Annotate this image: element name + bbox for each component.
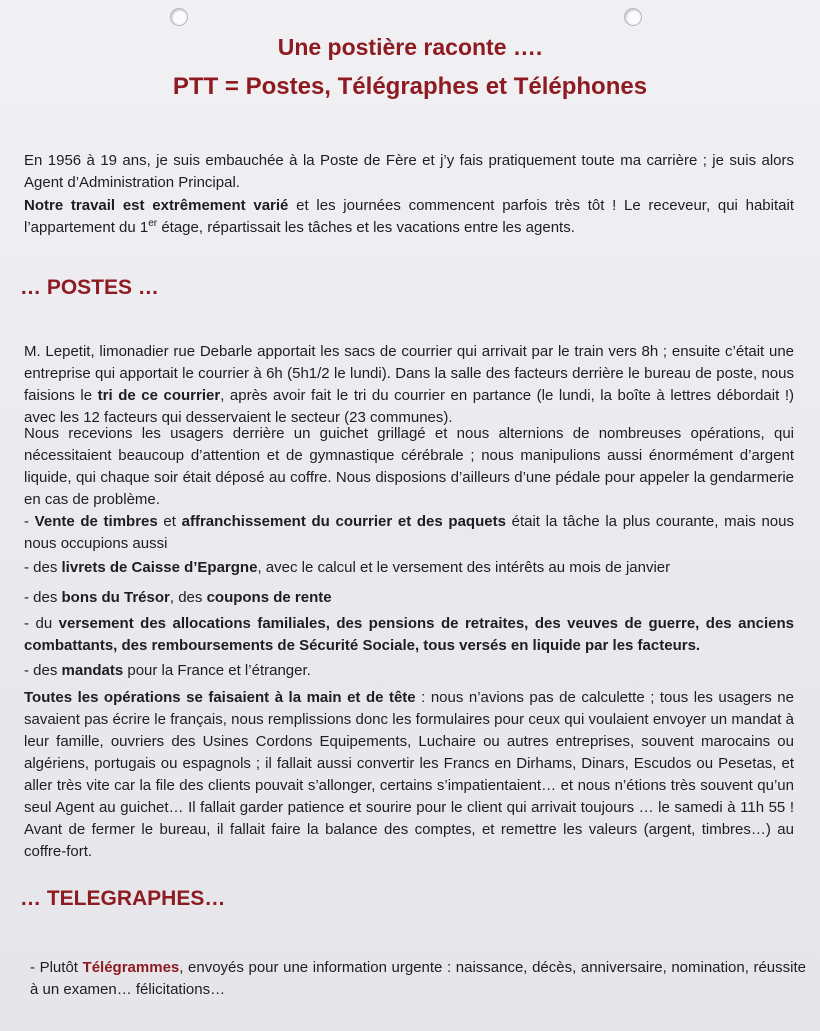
postes-paragraph-1: [24, 341, 794, 429]
tel-li1-pre: - Plutôt: [30, 959, 83, 976]
section-heading-postes: … POSTES …: [20, 276, 159, 299]
li2-post: , avec le calcul et le versement des intérêts au mois de janvier: [257, 559, 671, 576]
intro-paragraph-1: En 1956 à 19 ans, je suis embauchée à la Poste de Fère et j’y fais pratiquement toute ma carrière ; je suis alors Agent d’Administration Principal.: [24, 152, 794, 191]
postes-list-item-3: [24, 587, 794, 609]
intro-paragraph-2: [24, 195, 794, 239]
punch-hole-right: [624, 8, 642, 26]
li1-bold-2: affranchissement du courrier et des paquets: [181, 513, 506, 530]
section-heading-telegraphes: … TELEGRAPHES…: [20, 887, 226, 910]
postes-p3-bold: Toutes les opérations se faisaient à la main et de tête: [24, 689, 416, 706]
li3-bold-1: bons du Trésor: [61, 589, 170, 606]
li3-mid: , des: [169, 589, 207, 606]
li5-bold: mandats: [61, 662, 124, 679]
telegraphes-list-item-1: [30, 957, 806, 1001]
li2-bold: livrets de Caisse d’Epargne: [61, 559, 258, 576]
li1-mid: et: [157, 513, 182, 530]
li3-bold-2: coupons de rente: [206, 589, 332, 606]
li3-pre: - des: [24, 589, 62, 606]
postes-list-item-5: [24, 660, 794, 682]
postes-paragraph-2: Nous recevions les usagers derrière un guichet grillagé et nous alternions de nombreuses opérations, qui nécessitaient beaucoup d’attention et de gymnastique cérébrale ; nous manipulions aussi énormément d’argent liquide, qui chaque soir était déposé au coffre. Nous disposions d’ailleurs d’une pédale pour appeler la gendarmerie en cas de problème.: [24, 425, 794, 508]
li4-bold: versement des allocations familiales, des pensions de retraites, des veuves de guerre, des anciens combattants, des remboursements de Sécurité Sociale, tous versés en liquide par les facteurs.: [24, 615, 794, 654]
li1-post: était la tâche la plus courante, mais nous nous occupions aussi: [24, 513, 794, 552]
title-line-1: Une postière raconte ….: [277, 34, 543, 60]
postes-p1-text-b: , après avoir fait le tri du courrier en partance (le lundi, la boîte à lettres débordait !) avec les 12 facteurs qui desservaient le secteur (23 communes).: [24, 387, 794, 426]
postes-paragraph-3: [24, 687, 794, 863]
li5-post: pour la France et l’étranger.: [123, 662, 311, 679]
li1-bold-1: Vente de timbres: [34, 513, 158, 530]
intro-text-b: étage, répartissait les tâches et les vacations entre les agents.: [157, 219, 575, 236]
postes-p1-text-a: M. Lepetit, limonadier rue Debarle apportait les sacs de courrier qui arrivait par le train vers 8h ; ensuite c’était une entreprise qui apportait le courrier à 6h (5h1/2 le lundi). Dans la salle des facteurs derrière le bureau de poste, nous faisions le: [24, 343, 794, 404]
tel-li1-red: Télégrammes: [82, 959, 180, 976]
postes-p3-rest: : nous n’avions pas de calculette ; tous les usagers ne savaient pas écrire le français, nous remplissions donc les formulaires pour ceux qui voulaient envoyer un mandat à leur famille, ouvriers des Usines Cordons Equipements, Luchaire ou autres entreprises, souvent marocains ou algériens, portugais ou espagnols ; il fallait aussi convertir les Francs en Dirhams, Dinars, Escudos ou Pesetas, et aller très vite car la file des clients pouvait s’allonger, certains s’impatientaient… et nous n’étions très souvent qu’un seul Agent au guichet… Il fallait garder patience et sourire pour le client qui arrivait toujours … le samedi à 11h 55 ! Avant de fermer le bureau, il fallait faire la balance des comptes, et remettre les valeurs (argent, timbres…) au coffre-fort.: [24, 689, 794, 860]
li5-pre: - des: [24, 662, 62, 679]
postes-list-item-2: [24, 557, 794, 579]
intro-bold-phrase: Notre travail est extrêmement varié: [24, 197, 289, 214]
intro-text-a: et les journées commencent parfois très tôt ! Le receveur, qui habitait l’appartement du 1: [24, 197, 794, 236]
tel-li1-post: , envoyés pour une information urgente : naissance, décès, anniversaire, nomination, réussite à un examen… félicitations…: [30, 959, 806, 998]
postes-list-item-1: [24, 511, 794, 555]
superscript-er: er: [148, 218, 158, 229]
title-line-2: PTT = Postes, Télégraphes et Téléphones: [172, 73, 648, 100]
li2-pre: - des: [24, 559, 62, 576]
li4-pre: - du: [24, 615, 59, 632]
li1-pre: -: [24, 513, 35, 530]
postes-p1-bold: tri de ce courrier: [97, 387, 221, 404]
punch-hole-left: [170, 8, 188, 26]
postes-list-item-4: [24, 613, 794, 657]
